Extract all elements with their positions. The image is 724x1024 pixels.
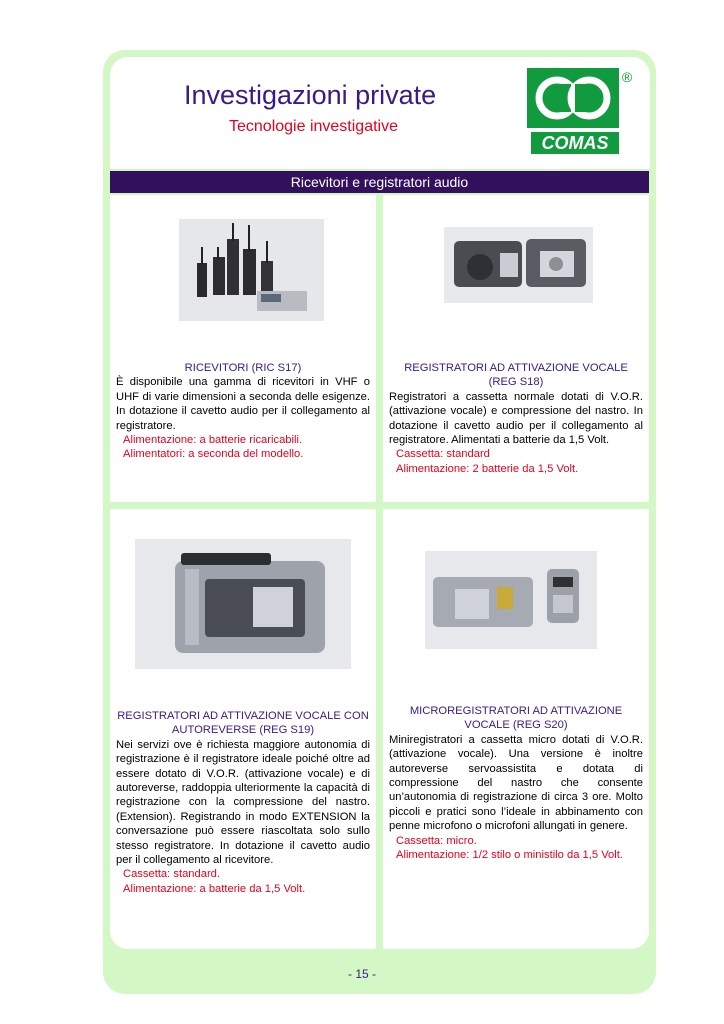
product-body: Miniregistratori a cassetta micro dotati di V.O.R. (attivazione vocale). Una versione è inoltre autoreverse servoassistita e dotata di compressione del nastro che consente un’autonomia di registrazione di circa 3 ore. Molto piccoli e pratici sono l’ideale in abbinamento con penne microfono o microfoni allungati in genere. <box>389 733 643 833</box>
product-title: REGISTRATORI AD ATTIVAZIONE VOCALE (REG S18) <box>404 362 628 389</box>
product-title: REGISTRATORI AD ATTIVAZIONE VOCALE CON AUTOREVERSE (REG S19) <box>117 710 369 737</box>
product-card-reg-s19 <box>110 509 376 949</box>
product-description <box>389 361 643 476</box>
registered-mark: ® <box>621 69 633 85</box>
product-body: È disponibile una gamma di ricevitori in VHF o UHF di varie dimensioni a seconda delle esigenze. In dotazione il cavetto audio per il collegamento al registratore. <box>116 376 370 432</box>
product-spec: Alimentazione: a batterie da 1,5 Volt. <box>123 882 306 895</box>
product-description <box>389 704 643 862</box>
product-body: Registratori a cassetta normale dotati di V.O.R. (attivazione vocale) e compressione del nastro. In dotazione il cavetto audio per il collegamento al registratore. Alimentati a batterie da 1,5 Volt. <box>389 390 643 447</box>
product-spec: Alimentatori: a seconda del modello. <box>123 448 304 461</box>
page-title: Investigazioni private <box>184 80 437 110</box>
micro-recorders-photo <box>425 551 597 649</box>
product-spec: Cassetta: standard. <box>123 868 221 881</box>
product-spec: Alimentazione: 1/2 stilo o ministilo da 1,5 Volt. <box>396 849 623 862</box>
comas-logo <box>527 68 635 158</box>
section-title-bar: Ricevitori e registratori audio <box>110 171 649 193</box>
autoreverse-recorder-photo <box>135 539 351 669</box>
product-title: MICROREGISTRATORI AD ATTIVAZIONE VOCALE (REG S20) <box>409 705 623 732</box>
product-spec: Cassetta: standard <box>396 448 490 461</box>
product-card-reg-s18 <box>383 195 649 502</box>
product-spec: Alimentazione: 2 batterie da 1,5 Volt. <box>396 462 579 475</box>
product-body: Nei servizi ove è richiesta maggiore autonomia di registrazione è il registratore ideale poiché oltre ad essere dotato di V.O.R. (attivazione vocale) e di autoreverse, raddoppia ulteriormente la capacità di registrazione con la compressione del nastro. (Extension). Registrando in modo EXTENSION la conversazione può essere riascoltata solo sullo stesso registratore. In dotazione il cavetto audio per il collegamento al ricevitore. <box>116 738 370 867</box>
page-number: - 15 - <box>347 967 376 981</box>
page-subtitle: Tecnologie investigative <box>229 118 398 135</box>
product-card-reg-s20 <box>383 509 649 949</box>
product-spec: Alimentazione: a batterie ricaricabili. <box>123 434 303 447</box>
product-description <box>116 709 370 896</box>
product-title: RICEVITORI (RIC S17) <box>184 362 302 374</box>
logo-text: COMAS <box>541 133 609 153</box>
product-spec: Cassetta: micro. <box>396 834 477 847</box>
product-description <box>116 361 370 462</box>
cassette-recorders-photo <box>444 227 593 303</box>
receivers-photo <box>179 219 324 321</box>
product-card-ric-s17 <box>110 195 376 502</box>
